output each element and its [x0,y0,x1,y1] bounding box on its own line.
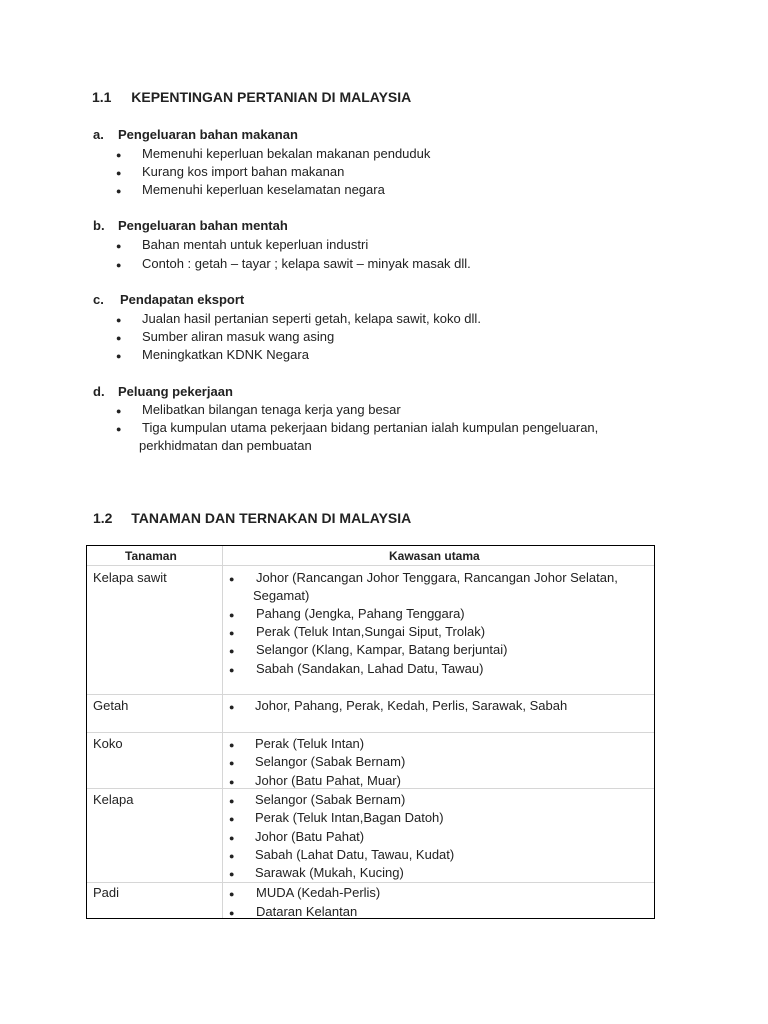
table-cell-area: Selangor (Sabak Bernam) [255,754,406,769]
list-item: Bahan mentah untuk keperluan industri [142,237,369,252]
table-cell-area: Selangor (Klang, Kampar, Batang berjuntai) [256,642,508,657]
table-cell-area: MUDA (Kedah-Perlis) [256,885,381,900]
group-d-title: Peluang pekerjaan [118,384,233,399]
bullet-icon: ● [229,777,235,787]
bullet-icon: ● [229,646,235,656]
bullet-icon: ● [229,796,235,806]
table-cell-area: Johor (Batu Pahat) [255,829,365,844]
bullet-icon: ● [116,260,122,270]
group-a-letter: a. [93,127,104,142]
bullet-icon: ● [229,851,235,861]
table-cell-area: Dataran Kelantan [256,904,358,919]
list-item: Jualan hasil pertanian seperti getah, kelapa sawit, koko dll. [142,311,481,326]
table-cell-area: Perak (Teluk Intan,Sungai Siput, Trolak) [256,624,486,639]
group-c-title: Pendapatan eksport [120,292,245,307]
bullet-icon: ● [229,628,235,638]
bullet-icon: ● [116,351,122,361]
table-header-tanaman: Tanaman [125,549,177,563]
table-header-kawasan: Kawasan utama [389,549,480,563]
list-item: Melibatkan bilangan tenaga kerja yang besar [142,402,401,417]
bullet-icon: ● [229,740,235,750]
list-item: Memenuhi keperluan keselamatan negara [142,182,385,197]
section-title: KEPENTINGAN PERTANIAN DI MALAYSIA [131,89,412,105]
bullet-icon: ● [229,889,235,899]
table-cell-area: Perak (Teluk Intan) [255,736,365,751]
bullet-icon: ● [229,702,235,712]
section-2-heading [93,510,411,526]
bullet-icon: ● [229,574,235,584]
table-cell-area: Johor (Rancangan Johor Tenggara, Rancangan Johor Selatan, [256,570,618,585]
bullet-icon: ● [116,150,122,160]
group-d-letter: d. [93,384,105,399]
section-title: TANAMAN DAN TERNAKAN DI MALAYSIA [131,510,412,526]
list-item: Sumber aliran masuk wang asing [142,329,335,344]
group-c-letter: c. [93,292,104,307]
bullet-icon: ● [116,315,122,325]
bullet-icon: ● [116,186,122,196]
bullet-icon: ● [229,758,235,768]
table-cell-crop: Getah [93,698,129,713]
row-divider [87,732,654,733]
row-divider [87,882,654,883]
list-item: Contoh : getah – tayar ; kelapa sawit – minyak masak dll. [142,256,471,271]
table-cell-area: Sarawak (Mukah, Kucing) [255,865,404,880]
group-a-title: Pengeluaran bahan makanan [118,127,298,142]
bullet-icon: ● [116,406,122,416]
section-number: 1.1 [92,89,112,105]
bullet-icon: ● [229,869,235,879]
section-1-heading [92,89,411,105]
table-cell-area: Johor (Batu Pahat, Muar) [255,773,401,788]
list-item: Tiga kumpulan utama pekerjaan bidang pertanian ialah kumpulan pengeluaran, [142,420,599,435]
bullet-icon: ● [116,333,122,343]
list-item: Meningkatkan KDNK Negara [142,347,309,362]
list-item: Memenuhi keperluan bekalan makanan penduduk [142,146,431,161]
table-cell-crop: Kelapa [93,792,134,807]
table-cell-crop: Koko [93,736,123,751]
row-divider [87,694,654,695]
row-divider [87,565,654,566]
bullet-icon: ● [229,610,235,620]
group-b-letter: b. [93,218,105,233]
table-cell-area: Sabah (Sandakan, Lahad Datu, Tawau) [256,661,484,676]
bullet-icon: ● [116,241,122,251]
section-number: 1.2 [93,510,113,526]
row-divider [87,788,654,789]
list-item-continuation: perkhidmatan dan pembuatan [139,438,312,453]
table-cell-area: Johor, Pahang, Perak, Kedah, Perlis, Sarawak, Sabah [255,698,568,713]
bullet-icon: ● [229,814,235,824]
list-item: Kurang kos import bahan makanan [142,164,345,179]
bullet-icon: ● [229,833,235,843]
table-cell-crop: Kelapa sawit [93,570,167,585]
table-cell-area: Perak (Teluk Intan,Bagan Datoh) [255,810,444,825]
bullet-icon: ● [116,424,122,434]
group-b-title: Pengeluaran bahan mentah [118,218,288,233]
table-cell-area: Pahang (Jengka, Pahang Tenggara) [256,606,465,621]
bullet-icon: ● [116,168,122,178]
table-cell-area: Sabah (Lahat Datu, Tawau, Kudat) [255,847,455,862]
table-cell-area: Selangor (Sabak Bernam) [255,792,406,807]
table-cell-area: Segamat) [253,588,310,603]
bullet-icon: ● [229,665,235,675]
crops-table [86,545,655,919]
table-cell-crop: Padi [93,885,120,900]
bullet-icon: ● [229,908,235,918]
